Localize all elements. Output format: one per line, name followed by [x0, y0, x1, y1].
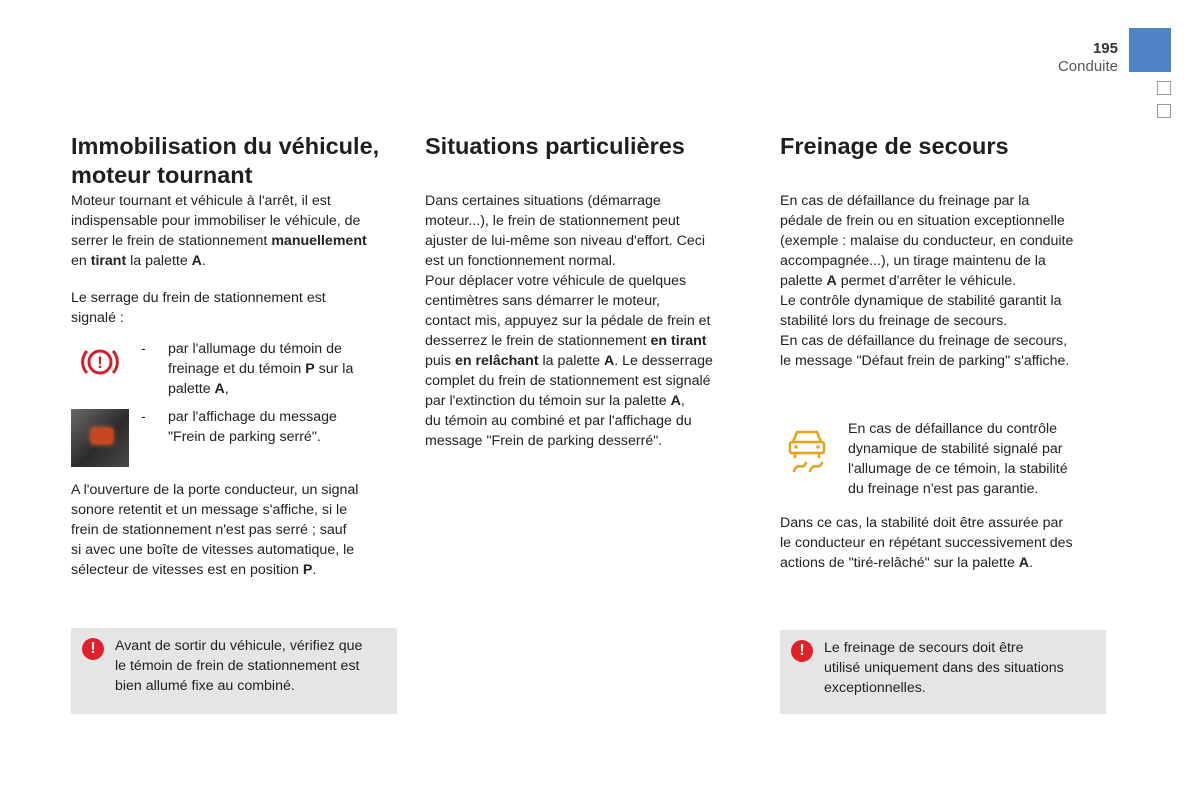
note-box	[71, 628, 397, 714]
tab-marker-current	[1157, 58, 1171, 72]
warning-icon: !	[82, 638, 104, 660]
paragraph: Dans certaines situations (démarrage moteur...), le frein de stationnement peut ajuster de lui-même son niveau d'effort. Ceci est un fonctionnement normal. Pour déplacer votre véhicule de quelques centimètres sans démarrer le moteur, contact mis, appuyez sur la pédale de frein et desserrez le frein de stationnement en tirant puis en relâchant la palette A. Le desserrage complet du frein de stationnement est signalé par l'extinction du témoin sur la palette A, du témoin au combiné et par l'affichage du message "Frein de parking desserré".	[425, 193, 713, 449]
paragraph: A l'ouverture de la porte conducteur, un signal sonore retentit et un message s'affiche, si le frein de stationnement n'est pas serré ; sauf si avec une boîte de vitesses automatique, le sélecteur de vitesses est en position P.	[71, 482, 359, 578]
section-name: Conduite	[1057, 58, 1118, 75]
section-title-situations: Situations particulières	[425, 133, 685, 159]
section-title-freinage-secours: Freinage de secours	[780, 133, 1009, 159]
svg-text:!: !	[97, 353, 103, 372]
stability-control-warning-icon	[784, 427, 830, 475]
paragraph: Moteur tournant et véhicule à l'arrêt, il est indispensable pour immobiliser le véhicule, de serrer le frein de stationnement manuellement en tirant la palette A.	[71, 193, 367, 269]
brake-warning-icon	[80, 344, 120, 380]
page-number: 195	[1092, 40, 1118, 57]
paragraph: Dans ce cas, la stabilité doit être assurée par le conducteur en répétant successivement des actions de "tiré-relâché" sur la palette A.	[780, 515, 1073, 571]
bullet-dash: -	[141, 341, 146, 357]
note-box	[780, 630, 1106, 714]
palette-light-icon	[91, 428, 113, 444]
parking-brake-palette-image	[71, 409, 129, 467]
bullet-text: par l'allumage du témoin de freinage et du témoin P sur la palette A,	[168, 341, 354, 397]
tab-marker	[1157, 81, 1171, 95]
bullet-text: par l'affichage du message "Frein de parking serré".	[168, 409, 337, 445]
note-text: Le freinage de secours doit être utilisé uniquement dans des situations exceptionnelles.	[824, 640, 1064, 696]
section-title-immobilisation: Immobilisation du véhicule, moteur tournant	[71, 133, 380, 188]
paragraph: Le serrage du frein de stationnement est signalé :	[71, 290, 326, 326]
tab-marker	[1157, 104, 1171, 118]
paragraph: En cas de défaillance du freinage par la pédale de frein ou en situation exceptionnelle (exemple : malaise du conducteur, en conduite accompagnée...), un tirage maintenu de la palette A permet d'arrêter le véhicule. Le contrôle dynamique de stabilité garantit la stabilité lors du freinage de secours. En cas de défaillance du freinage de secours, le message "Défaut frein de parking" s'affiche.	[780, 193, 1074, 369]
bullet-dash: -	[141, 409, 146, 425]
warning-icon: !	[791, 640, 813, 662]
esp-warning-text: En cas de défaillance du contrôle dynamique de stabilité signalé par l'allumage de ce témoin, la stabilité du freinage n'est pas garantie.	[848, 421, 1068, 497]
note-text: Avant de sortir du véhicule, vérifiez que le témoin de frein de stationnement est bien allumé fixe au combiné.	[115, 638, 363, 694]
